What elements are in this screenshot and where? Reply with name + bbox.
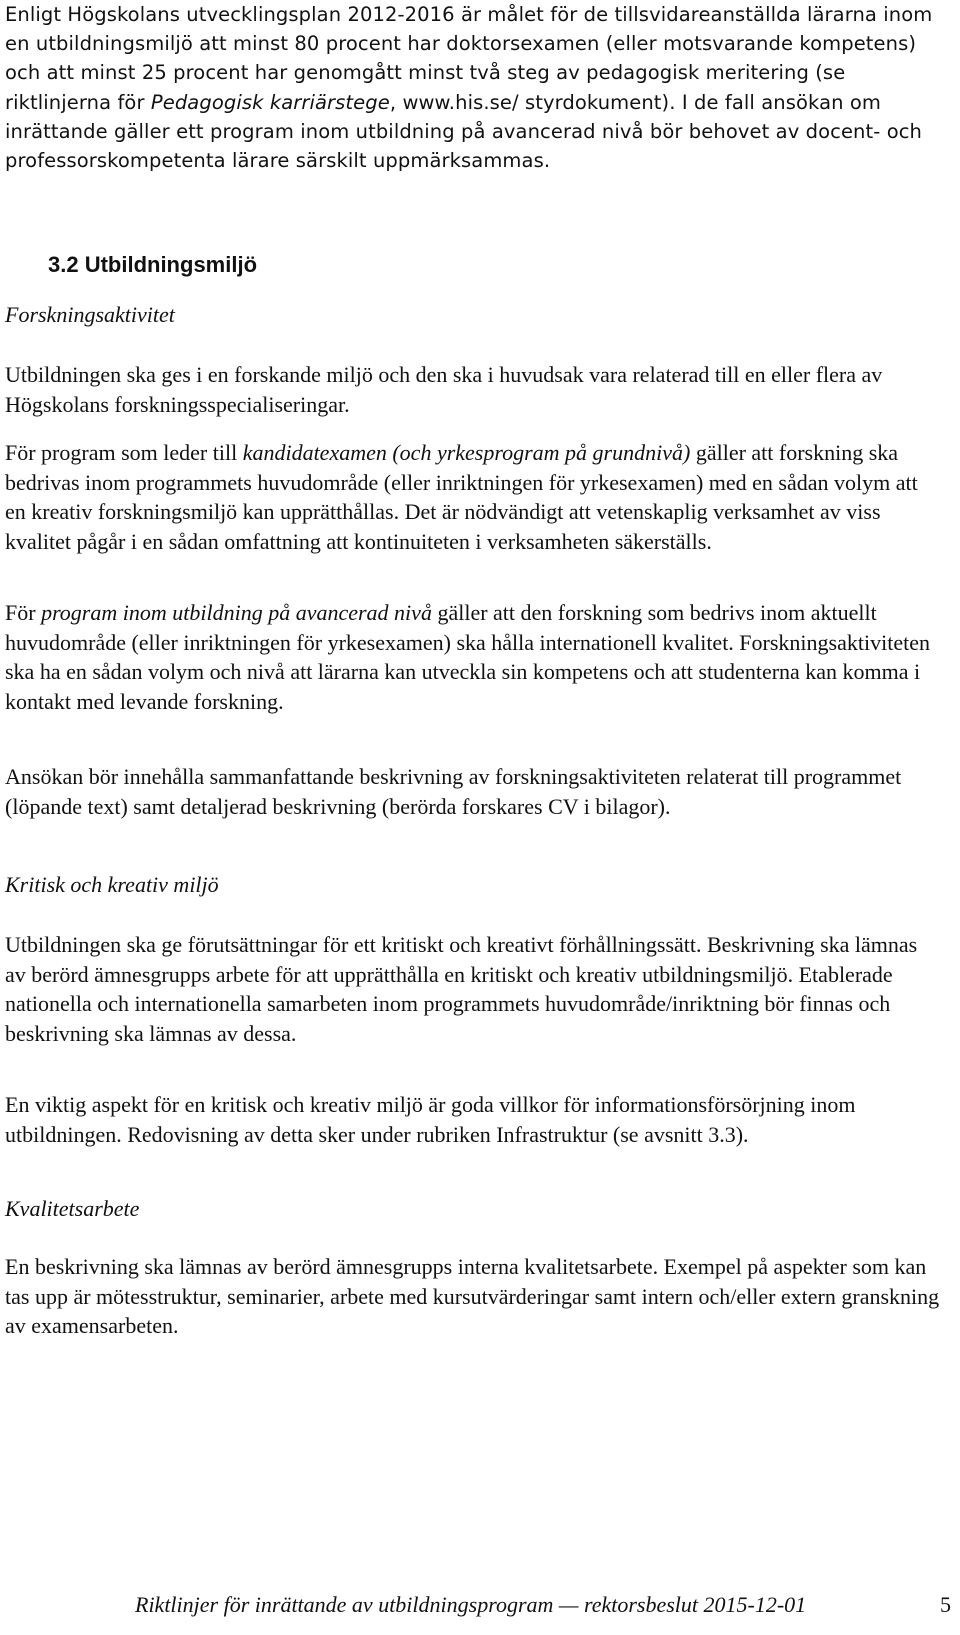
- intro-italic-link-text: Pedagogisk karriärstege: [150, 90, 390, 114]
- paragraph-forskning-1: Utbildningen ska ges i en forskande miljö och den ska i huvudsak vara relaterad till en eller flera av Högskolans forskningsspecialiseringar.: [5, 362, 883, 417]
- intro-text-b: , www.his.se/ styrdokument). I de fall ansökan om inrättande gäller ett program inom utbildning på avancerad nivå bör behovet av docent- och professorskompetenta lärare särskilt uppmärksammas.: [5, 90, 923, 173]
- paragraph-kritisk-2: En viktig aspekt för en kritisk och kreativ miljö är goda villkor för informationsförsörjning inom utbildningen. Redovisning av detta sker under rubriken Infrastruktur (se avsnitt 3.3).: [5, 1092, 856, 1147]
- paragraph-kvalitet-1: En beskrivning ska lämnas av berörd ämnesgrupps interna kvalitetsarbete. Exempel på aspekter som kan tas upp är mötesstruktur, seminarier, arbete med kursutvärderingar samt intern och/eller extern granskning av examensarbeten.: [5, 1254, 940, 1339]
- paragraph-forskning-3-a: För: [5, 600, 42, 625]
- subheading-forskningsaktivitet: Forskningsaktivitet: [5, 302, 175, 327]
- paragraph-forskning-2-italic: kandidatexamen (och yrkesprogram på grundnivå): [242, 440, 691, 465]
- section-heading: 3.2 Utbildningsmiljö: [48, 252, 258, 277]
- intro-paragraph: [5, 0, 935, 175]
- paragraph-forskning-3-b: gäller att den forskning som bedrivs inom aktuellt huvudområde (eller inriktningen för yrkesexamen) ska hålla internationell kvalitet. Forskningsaktiviteten ska ha en sådan volym och nivå att lärarna kan utveckla sin kompetens och att studenterna kan komma i kontakt med levande forskning.: [5, 600, 930, 714]
- paragraph-forskning-3-italic: program inom utbildning på avancerad nivå: [41, 600, 432, 625]
- paragraph-kritisk-1: Utbildningen ska ge förutsättningar för ett kritiskt och kreativt förhållningssätt. Beskrivning ska lämnas av berörd ämnesgrupps arbete för att upprätthålla en kritiskt och kreativ utbildningsmiljö. Etablerade nationella och internationella samarbeten inom programmets huvudområde/inriktning bör finnas och beskrivning ska lämnas av dessa.: [5, 932, 918, 1046]
- subheading-kritisk-kreativ-miljo: Kritisk och kreativ miljö: [5, 872, 219, 897]
- paragraph-forskning-4: Ansökan bör innehålla sammanfattande beskrivning av forskningsaktiviteten relaterat till programmet (löpande text) samt detaljerad beskrivning (berörda forskares CV i bilagor).: [5, 764, 902, 819]
- page-footer: Riktlinjer för inrättande av utbildningsprogram — rektorsbeslut 2015-12-01: [135, 1592, 807, 1617]
- paragraph-forskning-3: [5, 598, 940, 716]
- paragraph-forskning-2: [5, 438, 940, 556]
- subheading-kvalitetsarbete: Kvalitetsarbete: [5, 1196, 140, 1221]
- paragraph-forskning-2-a: För program som leder till: [5, 440, 243, 465]
- intro-text-a: Enligt Högskolans utvecklingsplan 2012-2016 är målet för de tillsvidareanställda lärarna inom en utbildningsmiljö att minst 80 procent har doktorsexamen (eller motsvarande kompetens) och att minst 25 procent har genomgått minst två steg av pedagogisk meritering (se riktlinjerna för: [5, 3, 933, 114]
- paragraph-forskning-2-b: gäller att forskning ska bedrivas inom programmets huvudområde (eller inriktningen för yrkesexamen) med en sådan volym att en kreativ forskningsmiljö kan upprätthållas. Det är nödvändigt att vetenskaplig verksamhet av viss kvalitet pågår i en sådan omfattning att kontinuiteten i verksamheten säkerställs.: [5, 440, 918, 554]
- page-number: 5: [940, 1592, 951, 1617]
